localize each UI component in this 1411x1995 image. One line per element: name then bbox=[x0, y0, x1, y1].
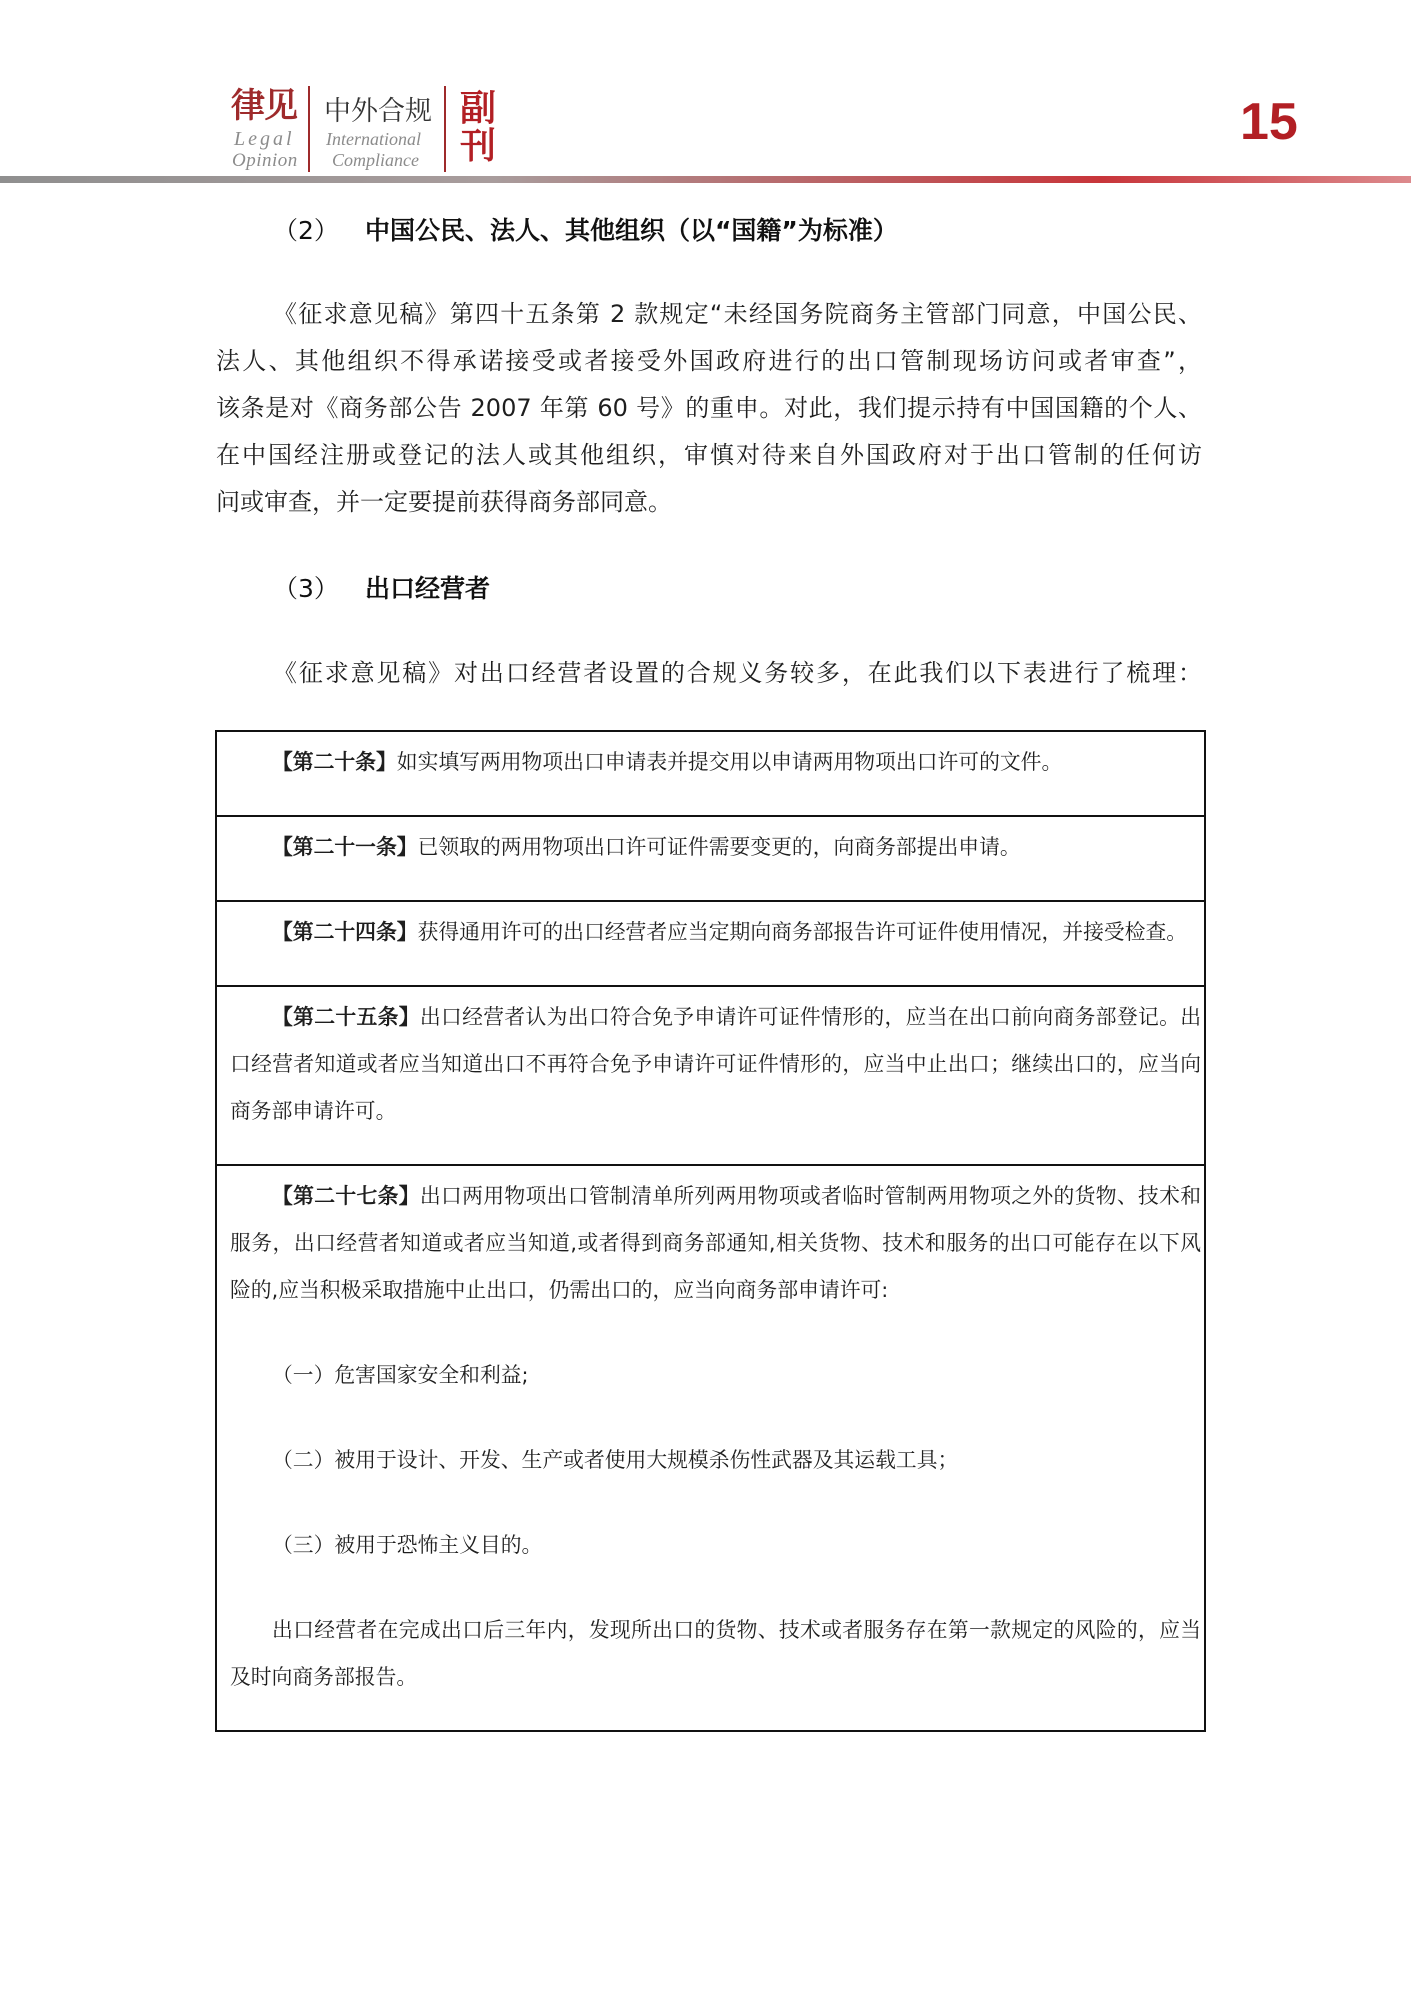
cell-line bbox=[230, 909, 1201, 956]
header-gradient-rule bbox=[0, 176, 1411, 183]
cell-line bbox=[230, 994, 1201, 1041]
cell-line bbox=[230, 824, 1201, 871]
logo-legal-opinion-en-line-1: Legal bbox=[234, 128, 295, 150]
cell-line: 及时向商务部报告。 bbox=[230, 1665, 418, 1689]
page-number: 15 bbox=[1240, 93, 1298, 151]
article-text: 如实填写两用物项出口申请表并提交用以申请两用物项出口许可的文件。 bbox=[396, 750, 1063, 774]
paragraph-line: 该条是对《商务部公告 2007 年第 60 号》的重申。对此，我们提示持有中国国籍的个人、 bbox=[216, 394, 1202, 422]
table-row bbox=[216, 986, 1205, 1165]
paragraph-line: 问或审查，并一定要提前获得商务部同意。 bbox=[216, 488, 672, 516]
table-row bbox=[216, 731, 1205, 816]
main-content bbox=[216, 207, 1202, 1732]
section-title: 出口经营者 bbox=[365, 574, 491, 603]
column-title-en-line-2: Compliance bbox=[332, 150, 419, 170]
header-divider bbox=[444, 86, 446, 172]
paragraph-line: 《征求意见稿》第四十五条第 2 款规定“未经国务院商务主管部门同意，中国公民、 bbox=[273, 300, 1202, 328]
body-paragraph bbox=[216, 291, 1202, 526]
cell-line: 商务部申请许可。 bbox=[230, 1099, 397, 1123]
article-label: 【第二十条】 bbox=[272, 750, 397, 774]
supplement-mark-char-1: 副 bbox=[460, 87, 497, 129]
table-cell bbox=[216, 901, 1205, 986]
cell-line bbox=[230, 739, 1201, 786]
cell-line: 服务，出口经营者知道或者应当知道,或者得到商务部通知,相关货物、技术和服务的出口可能存在以下风 bbox=[230, 1231, 1201, 1255]
risk-item: （一）危害国家安全和利益; bbox=[272, 1363, 529, 1387]
cell-line: 险的,应当积极采取措施中止出口，仍需出口的，应当向商务部申请许可: bbox=[230, 1278, 889, 1302]
table-row bbox=[216, 1165, 1205, 1731]
article-label: 【第二十四条】 bbox=[272, 920, 418, 944]
article-text: 出口经营者认为出口符合免予申请许可证件情形的，应当在出口前向商务部登记。出 bbox=[419, 1005, 1202, 1029]
cell-line: 口经营者知道或者应当知道出口不再符合免予申请许可证件情形的，应当中止出口；继续出口的，应当向 bbox=[230, 1052, 1201, 1076]
table-cell bbox=[216, 731, 1205, 816]
column-title-en-line-1: International bbox=[326, 129, 421, 149]
table-cell bbox=[216, 1165, 1205, 1731]
risk-item: （三）被用于恐怖主义目的。 bbox=[272, 1533, 543, 1557]
article-label: 【第二十五条】 bbox=[272, 1005, 420, 1029]
paragraph-line: 《征求意见稿》对出口经营者设置的合规义务较多，在此我们以下表进行了梳理： bbox=[273, 659, 1202, 687]
cell-line bbox=[230, 1173, 1201, 1220]
section-heading bbox=[216, 207, 1202, 254]
table-row bbox=[216, 901, 1205, 986]
header-divider bbox=[308, 86, 310, 172]
article-label: 【第二十一条】 bbox=[272, 835, 418, 859]
paragraph-line: 法人、其他组织不得承诺接受或者接受外国政府进行的出口管制现场访问或者审查”， bbox=[216, 347, 1202, 375]
cell-line: 出口经营者在完成出口后三年内，发现所出口的货物、技术或者服务存在第一款规定的风险的，应当 bbox=[272, 1618, 1201, 1642]
paragraph-line: 在中国经注册或登记的法人或其他组织，审慎对待来自外国政府对于出口管制的任何访 bbox=[216, 441, 1202, 469]
section-number: （2） bbox=[273, 216, 339, 245]
supplement-mark-char-2: 刊 bbox=[460, 125, 497, 167]
risk-item: （二）被用于设计、开发、生产或者使用大规模杀伤性武器及其运载工具； bbox=[272, 1448, 959, 1472]
table-row bbox=[216, 816, 1205, 901]
section-number: （3） bbox=[273, 574, 339, 603]
article-text: 出口两用物项出口管制清单所列两用物项或者临时管制两用物项之外的货物、技术和 bbox=[419, 1184, 1202, 1208]
section-title: 中国公民、法人、其他组织（以“国籍”为标准） bbox=[365, 216, 898, 245]
table-cell bbox=[216, 986, 1205, 1165]
logo-legal-opinion-cn: 律见 bbox=[231, 86, 297, 126]
column-title-cn: 中外合规 bbox=[324, 96, 432, 127]
section-heading bbox=[216, 565, 1202, 612]
obligations-table bbox=[215, 730, 1206, 1732]
table-cell bbox=[216, 816, 1205, 901]
article-text: 获得通用许可的出口经营者应当定期向商务部报告许可证件使用情况，并接受检查。 bbox=[417, 920, 1188, 944]
article-text: 已领取的两用物项出口许可证件需要变更的，向商务部提出申请。 bbox=[417, 835, 1021, 859]
logo-legal-opinion-en-line-2: Opinion bbox=[232, 150, 298, 171]
body-paragraph bbox=[216, 650, 1202, 697]
article-label: 【第二十七条】 bbox=[272, 1184, 420, 1208]
